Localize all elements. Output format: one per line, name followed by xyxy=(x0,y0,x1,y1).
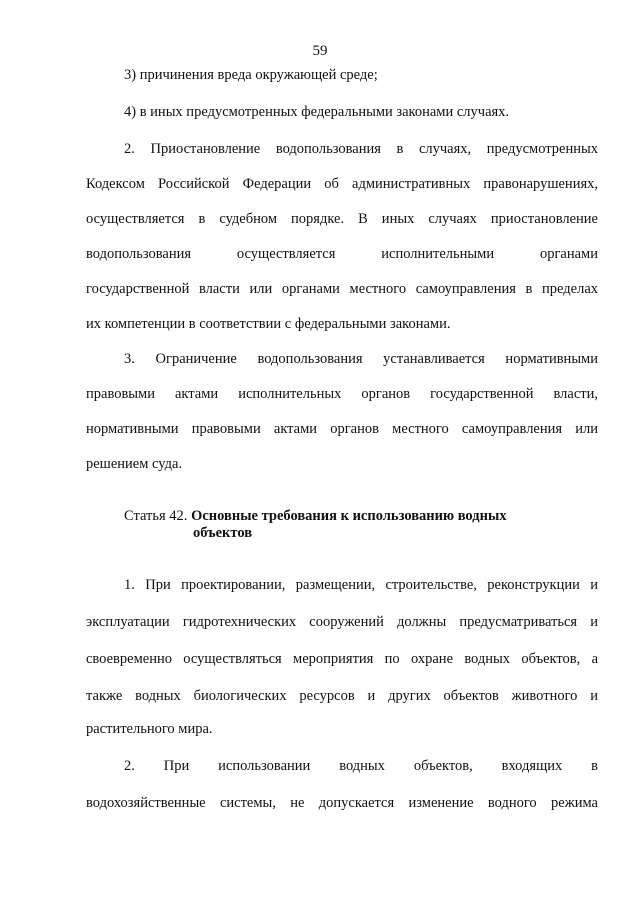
text-line: решением суда. xyxy=(86,456,183,472)
text-line: также водных биологических ресурсов и других объектов животного и xyxy=(86,688,598,704)
article-number: Статья 42. xyxy=(124,508,188,524)
text-line: водохозяйственные системы, не допускается изменение водного режима xyxy=(86,795,598,811)
article-title-continued: объектов xyxy=(193,525,253,541)
text-line: растительного мира. xyxy=(86,721,213,737)
text-line: Кодексом Российской Федерации об административных правонарушениях, xyxy=(86,176,598,192)
page-number: 59 xyxy=(312,43,328,59)
text-line: 4) в иных предусмотренных федеральными законами случаях. xyxy=(124,104,510,120)
text-line: своевременно осуществляться мероприятия по охране водных объектов, а xyxy=(86,651,598,667)
text-line: 1. При проектировании, размещении, строительстве, реконструкции и xyxy=(124,577,598,593)
article-title: Основные требования к использованию водных xyxy=(191,508,507,524)
text-line: правовыми актами исполнительных органов государственной власти, xyxy=(86,386,598,402)
text-line: эксплуатации гидротехнических сооружений должны предусматриваться и xyxy=(86,614,598,630)
text-line: государственной власти или органами местного самоуправления в пределах xyxy=(86,281,598,297)
text-line: осуществляется в судебном порядке. В иных случаях приостановление xyxy=(86,211,598,227)
text-line: 2. При использовании водных объектов, входящих в xyxy=(124,758,598,774)
text-line: их компетенции в соответствии с федеральными законами. xyxy=(86,316,451,332)
text-line: нормативными правовыми актами органов местного самоуправления или xyxy=(86,421,598,437)
text-line: 3. Ограничение водопользования устанавливается нормативными xyxy=(124,351,598,367)
text-line: 2. Приостановление водопользования в случаях, предусмотренных xyxy=(124,141,598,157)
text-line: 3) причинения вреда окружающей среде; xyxy=(124,67,378,83)
text-line: водопользования осуществляется исполнительными органами xyxy=(86,246,598,262)
article-heading xyxy=(124,507,594,525)
